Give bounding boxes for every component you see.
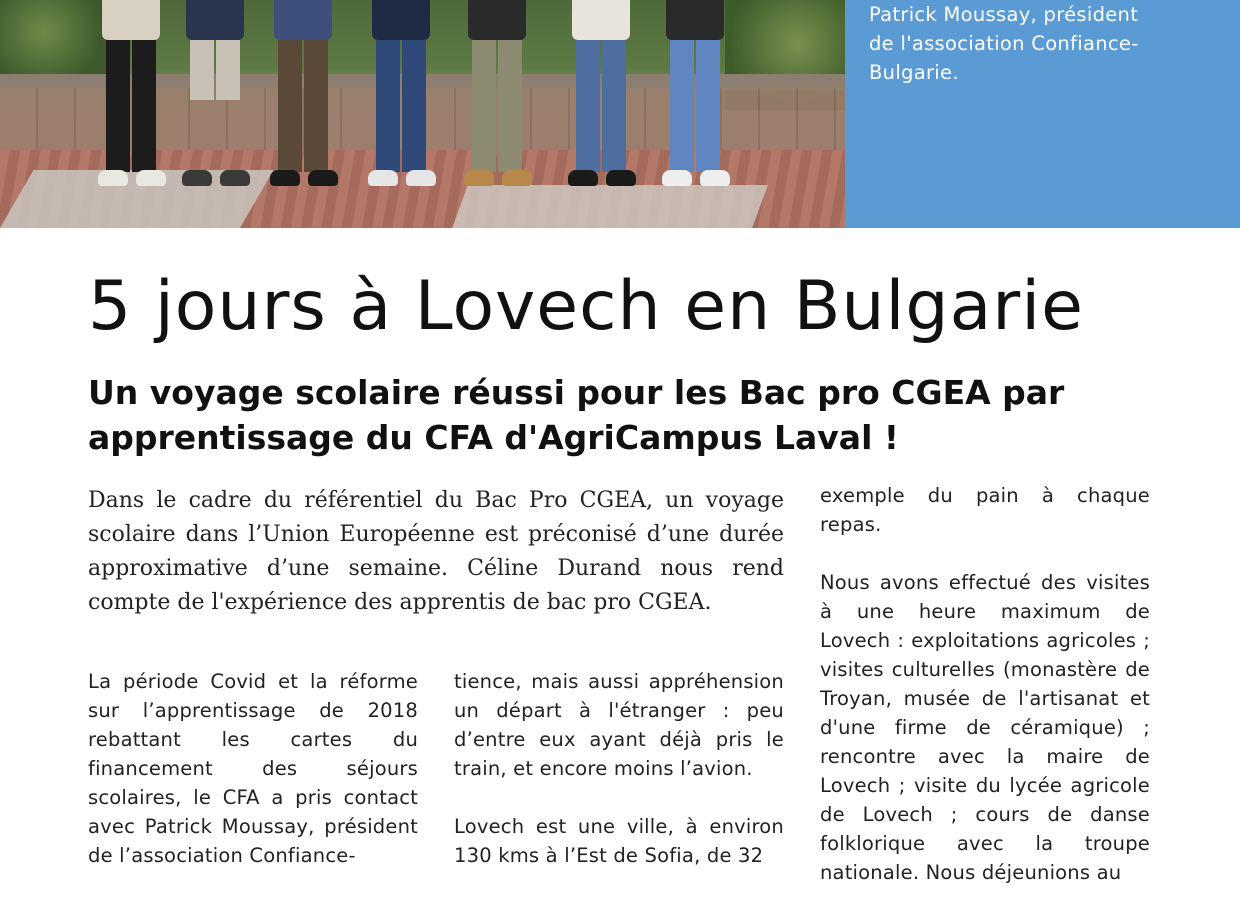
article-subtitle: Un voyage scolaire réussi pour les Bac pro CGEA par apprentissage du CFA d'AgriCampus Laval ! [88,373,1065,457]
article-lead: Dans le cadre du référentiel du Bac Pro CGEA, un voyage scolaire dans l’Union Européenne est préconisé d’une durée approximative d’une semaine. Céline Durand nous rend compte de l'expérience des apprentis de bac pro CGEA. [88,488,784,615]
group-photo [0,0,845,228]
paragraph: Nous avons effectué des visites à une heure maximum de Lovech : exploitations agricoles ; visites culturelles (monastère de Troyan, musée de l'artisanat et d'une firme de céramique) ; rencontre avec la maire de Lovech ; visite du lycée agricole de Lovech ; cours de danse folklorique avec la troupe nationale. Nous déjeunions au [820,571,1150,884]
caption-box [845,0,1240,228]
photo-person [268,0,338,200]
article-title: 5 jours à Lovech en Bulgarie [88,267,1084,346]
photo-caption: Patrick Moussay, président de l'association Confiance- Bulgarie. [869,3,1139,84]
photo-person [180,0,250,200]
photo-person [660,0,730,200]
photo-person [96,0,166,200]
photo-hedge-left [0,0,110,80]
photo-person [566,0,636,200]
paragraph: Lovech est une ville, à environ 130 kms à l’Est de Sofia, de 32 [454,815,784,867]
text-column-3 [820,481,1150,916]
photo-person [366,0,436,200]
paragraph: tience, mais aussi appréhension un départ à l'étranger : peu d’entre eux ayant déjà pris le train, et encore moins l’avion. [454,670,784,780]
text-column-1 [88,667,418,899]
paragraph: La période Covid et la réforme sur l’apprentissage de 2018 rebattant les cartes du financement des séjours scolaires, le CFA a pris contact avec Patrick Moussay, président de l’association Confiance- [88,670,418,867]
text-column-2 [454,667,784,899]
paragraph: exemple du pain à chaque repas. [820,484,1150,536]
photo-person [462,0,532,200]
